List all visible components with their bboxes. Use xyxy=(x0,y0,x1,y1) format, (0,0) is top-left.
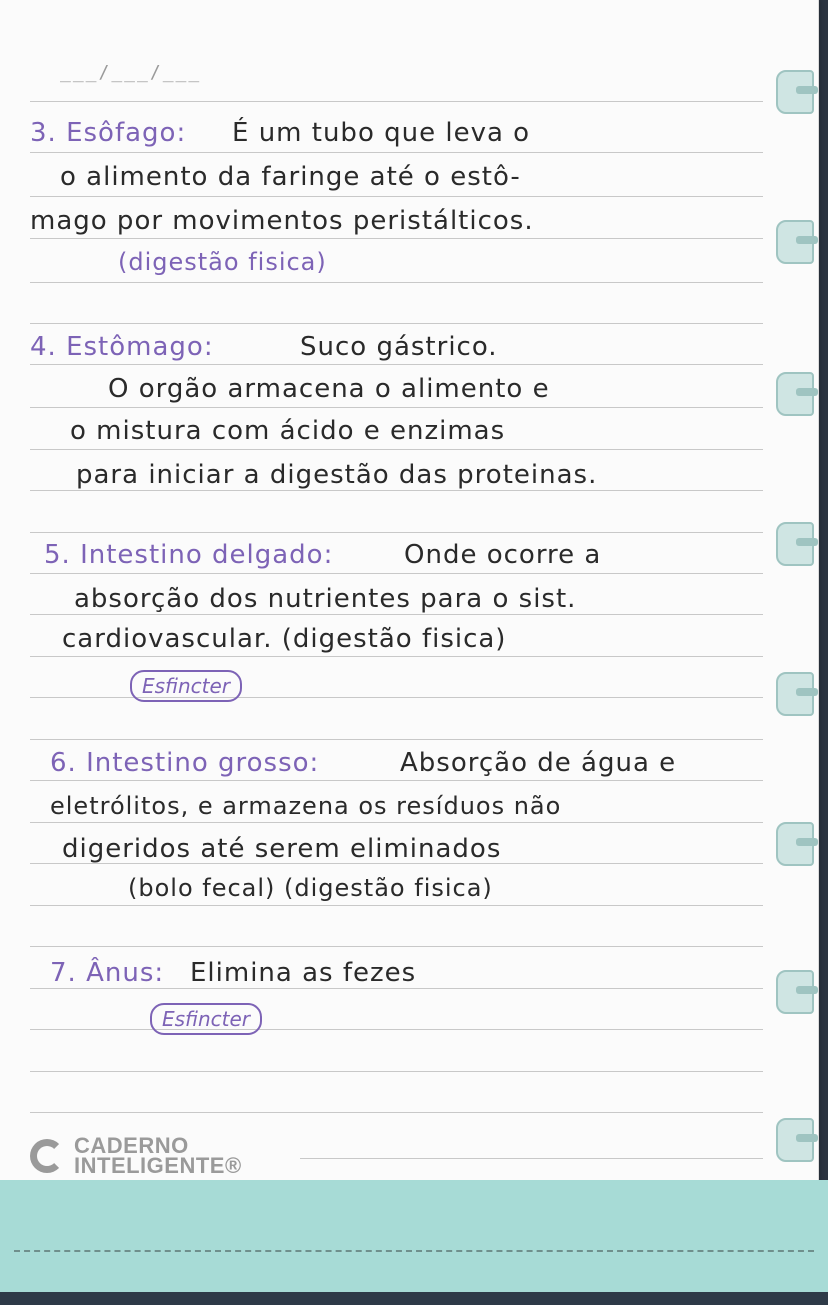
binder-ring-icon xyxy=(776,522,814,566)
heading-anus: 7. Ânus: xyxy=(50,958,165,988)
note-line: (bolo fecal) (digestão fisica) xyxy=(128,874,493,902)
binder-ring-icon xyxy=(776,1118,814,1162)
ruled-line xyxy=(30,101,763,102)
ruled-line xyxy=(30,532,763,533)
ruled-line xyxy=(30,905,763,906)
note-line: o alimento da faringe até o estô- xyxy=(60,162,521,192)
ruled-line xyxy=(30,407,763,408)
ruled-line xyxy=(30,822,763,823)
ruled-line xyxy=(30,238,763,239)
binder-ring-icon xyxy=(776,220,814,264)
ruled-line xyxy=(30,364,763,365)
esfincter-badge: Esfincter xyxy=(130,670,242,702)
ruled-line xyxy=(30,780,763,781)
ruled-line xyxy=(300,1158,763,1159)
ruled-line xyxy=(30,1029,763,1030)
note-line: Onde ocorre a xyxy=(404,540,602,570)
brand-line-1: CADERNO xyxy=(74,1133,189,1158)
heading-intestino-grosso: 6. Intestino grosso: xyxy=(50,748,320,778)
ruled-line xyxy=(30,152,763,153)
ruled-line xyxy=(30,323,763,324)
ruled-line xyxy=(30,1071,763,1072)
heading-estomago: 4. Estômago: xyxy=(30,332,214,362)
ruled-line xyxy=(30,656,763,657)
note-line: o mistura com ácido e enzimas xyxy=(70,416,506,446)
note-line: Absorção de água e xyxy=(400,748,677,778)
note-line: digeridos até serem eliminados xyxy=(62,834,502,864)
date-field: ___/___/___ xyxy=(60,62,202,83)
binder-ring-icon xyxy=(776,970,814,1014)
ruled-line xyxy=(30,196,763,197)
ruled-line xyxy=(30,614,763,615)
ruled-line xyxy=(30,449,763,450)
note-line: eletrólitos, e armazena os resíduos não xyxy=(50,792,562,820)
ruled-line xyxy=(30,1112,763,1113)
ruled-line xyxy=(30,946,763,947)
note-line: Suco gástrico. xyxy=(300,332,498,362)
binder-ring-icon xyxy=(776,672,814,716)
heading-intestino-delgado: 5. Intestino delgado: xyxy=(44,540,334,570)
brand-line-2: INTELIGENTE® xyxy=(74,1153,242,1178)
note-line: absorção dos nutrientes para o sist. xyxy=(74,584,577,614)
ruled-line xyxy=(30,739,763,740)
ruled-line xyxy=(30,573,763,574)
note-line: O orgão armacena o alimento e xyxy=(108,374,550,404)
heading-esofago: 3. Esôfago: xyxy=(30,118,187,148)
brand-c-icon xyxy=(30,1139,64,1173)
ruled-line xyxy=(30,988,763,989)
note-line: (digestão fisica) xyxy=(118,248,327,276)
note-line: Elimina as fezes xyxy=(190,958,417,988)
esfincter-badge: Esfincter xyxy=(150,1003,262,1035)
note-line: cardiovascular. (digestão fisica) xyxy=(62,624,507,654)
note-line: É um tubo que leva o xyxy=(232,118,531,148)
ruled-line xyxy=(30,490,763,491)
binder-ring-icon xyxy=(776,372,814,416)
note-line: mago por movimentos peristálticos. xyxy=(30,206,534,236)
note-line: para iniciar a digestão das proteinas. xyxy=(76,460,598,490)
notebook-cover xyxy=(0,1180,828,1305)
cover-stitching xyxy=(14,1250,814,1252)
brand-logo xyxy=(30,1133,242,1178)
binder-ring-icon xyxy=(776,70,814,114)
background-surface xyxy=(0,1292,828,1305)
binder-ring-icon xyxy=(776,822,814,866)
ruled-line xyxy=(30,282,763,283)
